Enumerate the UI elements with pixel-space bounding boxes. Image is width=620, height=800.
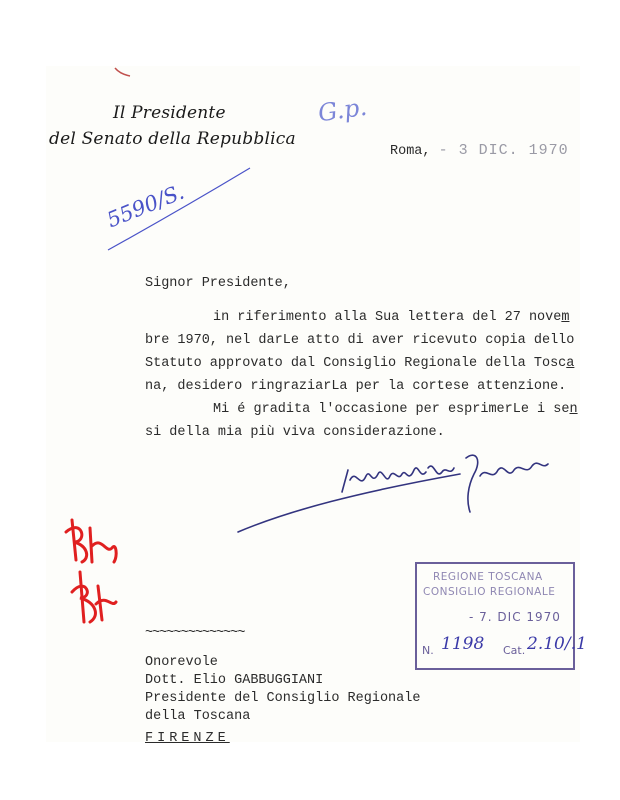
text-line: na, desidero ringraziarLa per la cortese attenzione. (145, 379, 567, 394)
text-line: bre 1970, nel darLe atto di aver ricevuto copia dello (145, 333, 575, 348)
recipient-address (145, 654, 420, 748)
handwritten-initials: G.p. (316, 92, 369, 128)
pen-mark (112, 64, 136, 80)
stamp-date: - 7. DIC 1970 (469, 610, 561, 624)
date-place: Roma, (390, 144, 431, 159)
handwritten-protocol: 5590/S. (103, 179, 188, 233)
pen-stroke (100, 160, 260, 260)
letter-paragraph-1 (145, 306, 574, 398)
letter-paragraph-2 (145, 398, 578, 444)
stamp-cat-label: Cat. (503, 644, 526, 657)
address-line: della Toscana (145, 709, 251, 724)
text-line: si della mia più viva considerazione. (145, 425, 445, 440)
letterhead-institution: del Senato della Repubblica (49, 129, 296, 149)
registration-stamp (415, 562, 587, 670)
text-line: Mi é gradita l'occasione per esprimerLe i se (213, 402, 570, 417)
text-line: Statuto approvato dal Consiglio Regionale della Tosc (145, 356, 567, 371)
text-line: in riferimento alla Sua lettera del 27 nove (213, 310, 562, 325)
text-fragment: a (566, 356, 575, 371)
stamp-cat-value: 2.10/.1 (527, 634, 587, 654)
separator: ~~~~~~~~~~~~~~ (145, 626, 245, 641)
text-fragment: n (569, 402, 578, 417)
text-fragment: m (561, 310, 570, 325)
date-line (390, 142, 569, 159)
address-line: Onorevole (145, 655, 218, 670)
letterhead (49, 100, 309, 152)
letterhead-title: Il Presidente (113, 103, 226, 123)
date-stamp: - 3 DIC. 1970 (438, 142, 569, 159)
red-pen-marks (62, 512, 124, 632)
signature (230, 440, 560, 545)
stamp-n-value: 1198 (441, 634, 485, 654)
address-line: Dott. Elio GABBUGGIANI (145, 673, 324, 688)
salutation: Signor Presidente, (145, 276, 291, 291)
stamp-n-label: N. (422, 644, 434, 657)
address-city: FIRENZE (145, 731, 230, 746)
address-line: Presidente del Consiglio Regionale (145, 691, 421, 706)
stamp-line-2: CONSIGLIO REGIONALE (423, 586, 556, 598)
stamp-line-1: REGIONE TOSCANA (433, 571, 543, 583)
